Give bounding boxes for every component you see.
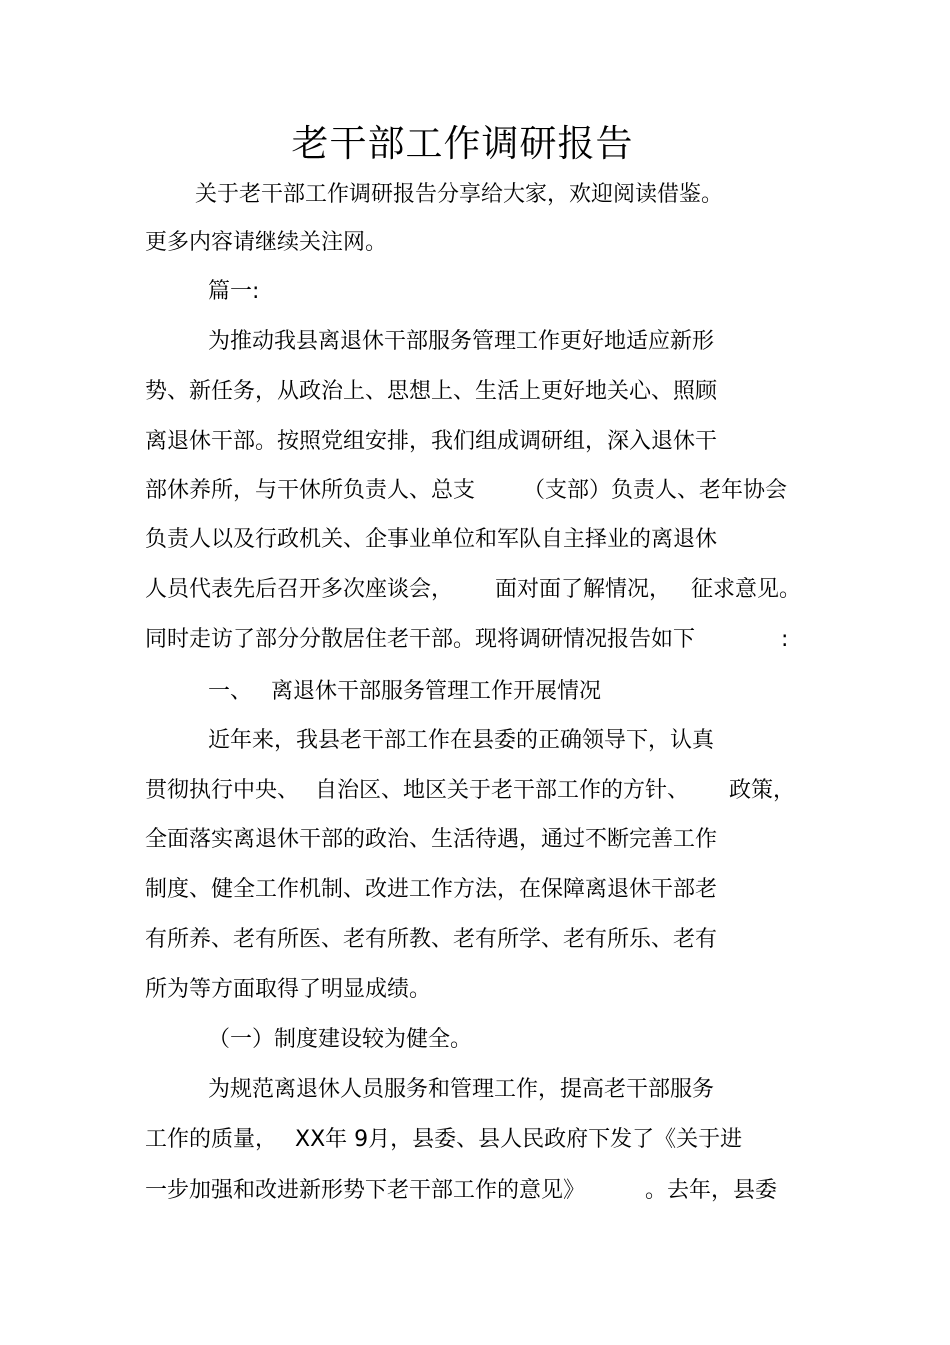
paragraph-line: 离退休干部。按照党组安排，我们组成调研组，深入退休干 [145,429,718,454]
line-segment: 。去年，县委 [645,1178,778,1203]
paragraph-line: 有所养、老有所医、老有所教、老有所学、老有所乐、老有 [145,927,718,952]
line-segment: 工作的质量， [145,1127,278,1152]
paragraph-line: 为推动我县离退休干部服务管理工作更好地适应新形 [208,329,715,354]
paragraph-line: 为规范离退休人员服务和管理工作，提高老干部服务 [208,1077,715,1102]
intro-line-1: 关于老干部工作调研报告分享给大家，欢迎阅读借鉴。 [195,182,724,207]
line-segment: 一步加强和改进新形势下老干部工作的意见》 [145,1178,586,1203]
line-segment: （支部）负责人、老年协会 [523,478,788,503]
line-segment: XX年 9月，县委、县人民政府下发了《关于进 [295,1127,743,1152]
heading-number: 一、 [208,679,253,704]
paragraph-line: 全面落实离退休干部的政治、生活待遇，通过不断完善工作 [145,827,718,852]
line-segment: : [781,627,789,652]
paragraph-line: 势、新任务，从政治上、思想上、生活上更好地关心、照顾 [145,379,718,404]
subsection-heading: （一）制度建设较为健全。 [208,1027,473,1052]
intro-line-2: 更多内容请继续关注网。 [145,230,388,255]
paragraph-line: 所为等方面取得了明显成绩。 [145,977,432,1002]
line-segment: 政策， [729,778,796,803]
line-segment: 贯彻执行中央、 [145,778,300,803]
line-segment: 同时走访了部分分散居住老干部。现将调研情况报告如下 [145,627,696,652]
heading-text: 离退休干部服务管理工作开展情况 [271,679,602,704]
line-segment: 部休养所，与干休所负责人、总支 [145,478,476,503]
line-segment: 面对面了解情况， [495,577,672,602]
line-segment: 自治区、地区关于老干部工作的方针、 [315,778,690,803]
paragraph-line: 制度、健全工作机制、改进工作方法，在保障离退休干部老 [145,877,718,902]
line-segment: 征求意见。 [691,577,802,602]
paragraph-line: 负责人以及行政机关、企事业单位和军队自主择业的离退休 [145,527,718,552]
document-title: 老干部工作调研报告 [291,122,634,165]
paragraph-line: 近年来，我县老干部工作在县委的正确领导下，认真 [208,728,715,753]
section-label: 篇一: [208,279,260,304]
line-segment: 人员代表先后召开多次座谈会， [145,577,454,602]
